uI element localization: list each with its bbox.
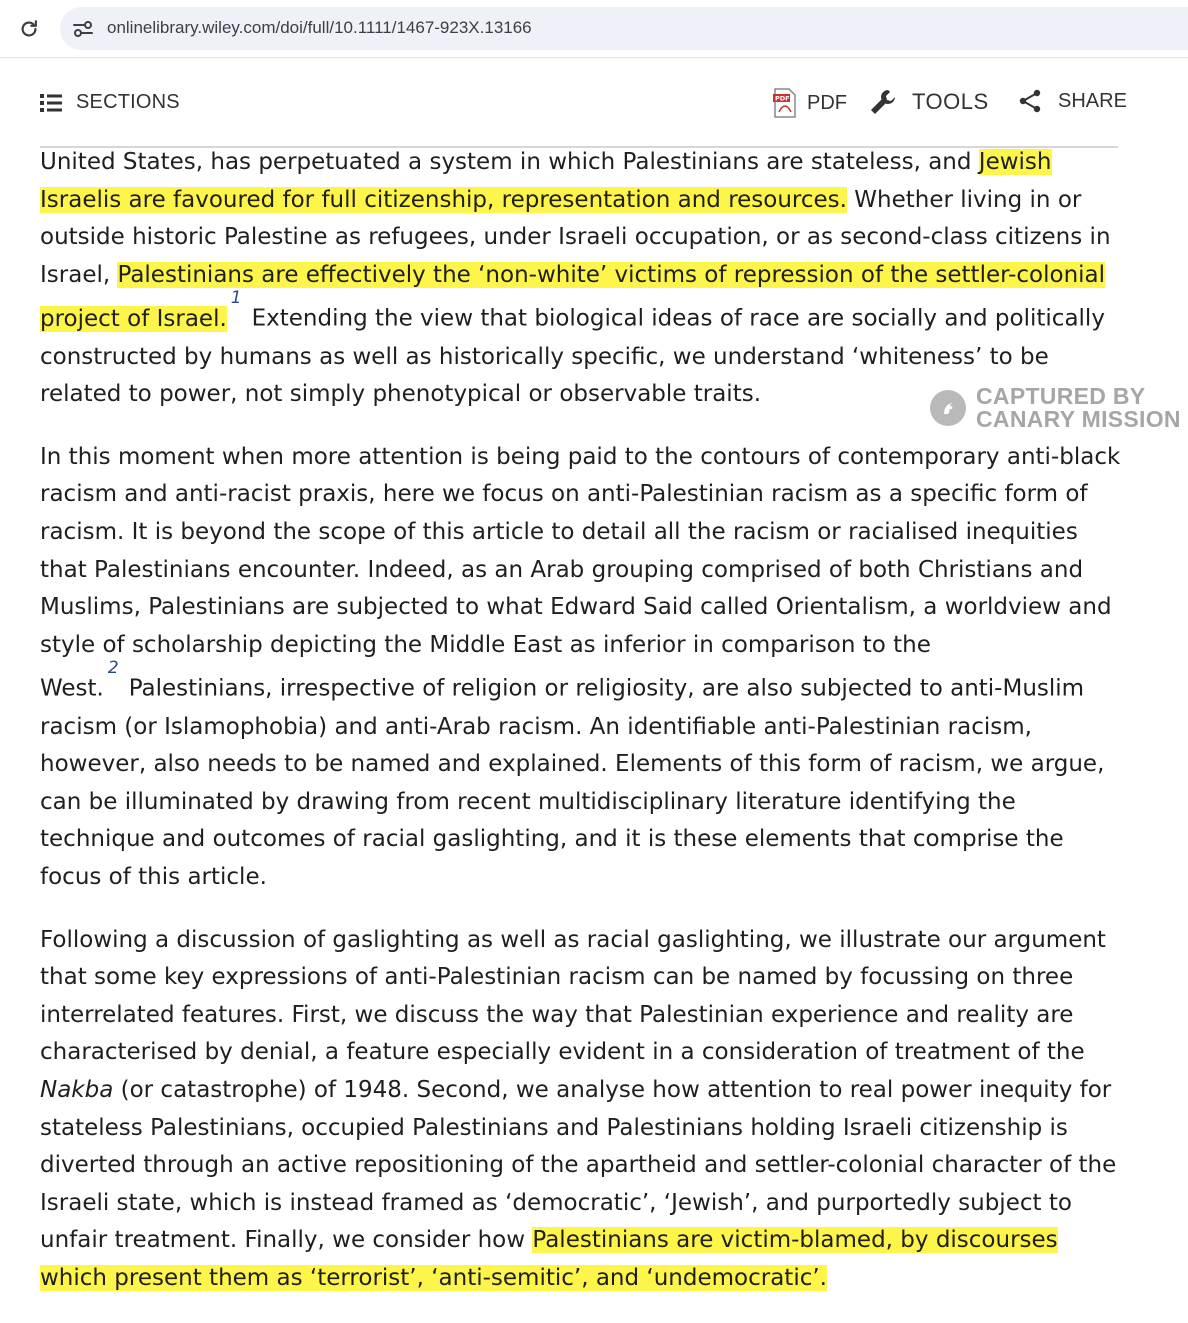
p1-highlight-1: Jewish Israelis are favoured for full citizenship, representation and resources. xyxy=(40,149,1052,213)
p2-text-1: In this moment when more attention is being paid to the contours of contemporary anti-black racism and anti-racist praxis, here we focus on anti-Palestinian racism as a specific form of racism. It is beyond the scope of this article to detail all the racism or racialised inequities that Palestinians encounter. Indeed, as an Arab grouping comprised of both Christians and Muslims, Palestinians are subjected to what Edward Said called Orientalism, a worldview and style of scholarship depicting the Middle East as inferior in comparison to the West. xyxy=(40,443,1121,703)
tools-label: TOOLS xyxy=(912,89,989,114)
watermark-line-2: CANARY MISSION xyxy=(976,406,1181,432)
p3-text-2: (or catastrophe) of 1948. Second, we analyse how attention to real power inequity for stateless Palestinians, occupied Palestinians and Palestinians holding Israeli citizenship is diverted through an active repositioning of the apartheid and settler-colonial character of the Israeli state, which is instead framed as ‘democratic’, ‘Jewish’, and purportedly subject to unfair treatment. Finally, we consider how xyxy=(40,1076,1117,1254)
article-toolbar xyxy=(0,58,1188,146)
share-label: SHARE xyxy=(1058,89,1127,112)
address-bar[interactable] xyxy=(60,7,1188,50)
p1-text-1: United States, has perpetuated a system in which Palestinians are stateless, and xyxy=(40,149,979,175)
wrench-icon xyxy=(868,87,898,117)
p1-highlight-2: Palestinians are effectively the ‘non-white’ victims of repression of the settler-colonial project of Israel. xyxy=(40,261,1106,333)
p1-text-2: Whether living in or outside historic Palestine as refugees, under Israeli occupation, or as second-class citizens in Israel, xyxy=(40,186,1111,288)
paragraph-2 xyxy=(40,439,1130,897)
tools-button[interactable] xyxy=(868,87,989,117)
p3-emphasis-nakba: Nakba xyxy=(40,1076,114,1103)
p1-text-3: Extending the view that biological ideas of race are socially and politically constructed by humans as well as historically specific, we understand ‘whiteness’ to be related to power, not simply phenotypical or observable traits. xyxy=(40,306,1105,408)
watermark-text xyxy=(976,385,1181,431)
pdf-label: PDF xyxy=(807,91,847,114)
site-info-icon[interactable] xyxy=(72,19,94,39)
sections-label: SECTIONS xyxy=(76,91,180,113)
p3-highlight-1: Palestinians are victim-blamed, by discourses which present them as ‘terrorist’, ‘anti-semitic’, and ‘undemocratic’. xyxy=(40,1227,1058,1291)
share-icon xyxy=(1018,89,1042,113)
share-button[interactable] xyxy=(1018,89,1127,113)
p2-text-2: Palestinians, irrespective of religion or religiosity, are also subjected to anti-Muslim racism (or Islamophobia) and anti-Arab racism. An identifiable anti-Palestinian racism, however, also needs to be named and explained. Elements of this form of racism, we argue, can be illuminated by drawing from recent multidisciplinary literature identifying the technique and outcomes of racial gaslighting, and it is these elements that comprise the focus of this article. xyxy=(40,676,1105,890)
watermark-line-1: CAPTURED BY xyxy=(976,383,1146,409)
pdf-file-icon xyxy=(773,88,797,118)
canary-mission-watermark xyxy=(930,385,1181,431)
canary-logo-icon xyxy=(930,390,966,426)
p3-text-1: Following a discussion of gaslighting as well as racial gaslighting, we illustrate our argument that some key expressions of anti-Palestinian racism can be named by focussing on three interrelated features. First, we discuss the way that Palestinian experience and reality are characterised by denial, a feature especially evident in a consideration of treatment of the xyxy=(40,926,1106,1066)
pdf-button[interactable] xyxy=(773,88,847,118)
footnote-link-2[interactable]: 2 xyxy=(107,658,119,679)
sections-button[interactable] xyxy=(40,91,180,114)
reload-icon xyxy=(18,18,40,40)
paragraph-3 xyxy=(40,922,1130,1298)
list-icon xyxy=(40,94,62,112)
article-body xyxy=(40,144,1130,1323)
paragraph-1 xyxy=(40,144,1130,414)
browser-toolbar xyxy=(0,0,1188,58)
url-text[interactable]: onlinelibrary.wiley.com/doi/full/10.1111/1467-923X.13166 xyxy=(107,18,532,37)
footnote-link-1[interactable]: 1 xyxy=(230,288,242,309)
reload-button[interactable] xyxy=(14,14,44,44)
svg-text:PDF: PDF xyxy=(775,94,790,103)
